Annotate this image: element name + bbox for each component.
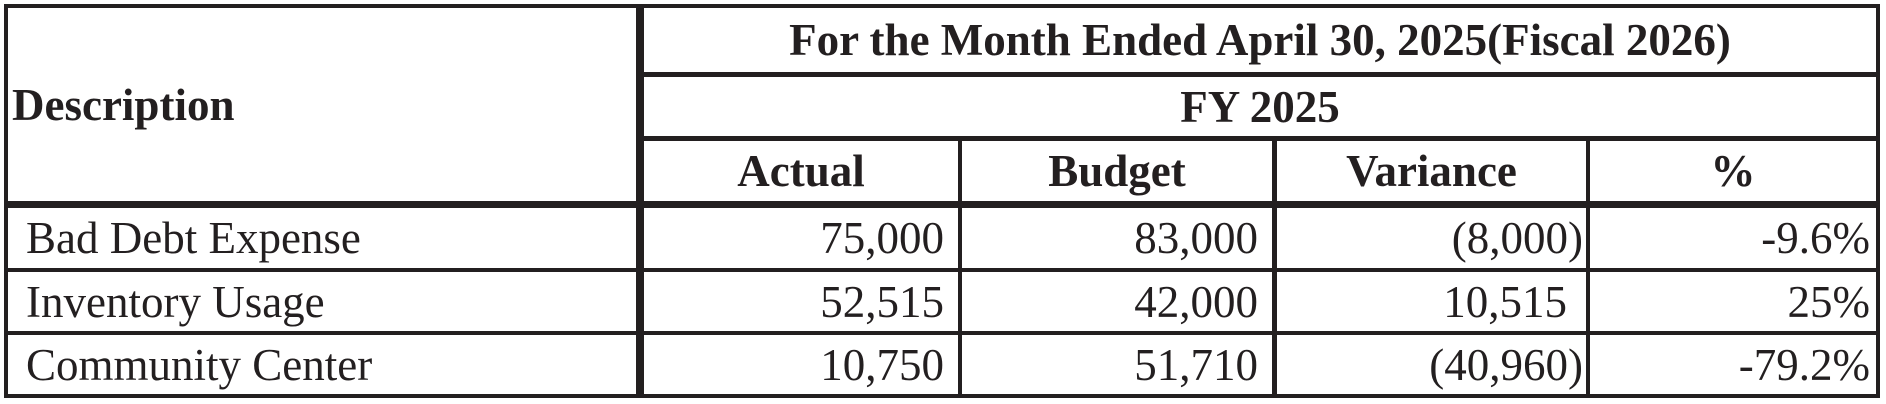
fiscal-year-label: FY 2025 xyxy=(1180,81,1340,132)
row-percent: -9.6% xyxy=(1761,213,1870,263)
column-header-variance: Variance xyxy=(1346,146,1517,196)
row-description: Community Center xyxy=(26,339,373,390)
row-actual: 75,000 xyxy=(820,213,944,263)
row-variance: (8,000) xyxy=(1451,213,1583,263)
row-budget: 42,000 xyxy=(1134,276,1258,327)
row-description: Inventory Usage xyxy=(26,276,325,327)
period-title: For the Month Ended April 30, 2025(Fiscal 2026) xyxy=(789,15,1731,65)
column-header-percent: % xyxy=(1710,146,1756,196)
row-description: Bad Debt Expense xyxy=(26,213,361,263)
row-actual: 10,750 xyxy=(820,339,944,390)
row-budget: 83,000 xyxy=(1134,213,1258,263)
row-actual: 52,515 xyxy=(820,276,944,327)
budget-variance-table xyxy=(4,4,1880,398)
row-percent: 25% xyxy=(1787,276,1870,327)
row-variance: 10,515 xyxy=(1443,276,1567,327)
column-header-actual: Actual xyxy=(737,146,865,196)
row-variance: (40,960) xyxy=(1429,339,1583,390)
row-percent: -79.2% xyxy=(1738,339,1870,390)
description-header: Description xyxy=(12,79,235,130)
column-header-budget: Budget xyxy=(1048,146,1186,196)
row-budget: 51,710 xyxy=(1134,339,1258,390)
header-bottom-rule xyxy=(8,201,1876,208)
